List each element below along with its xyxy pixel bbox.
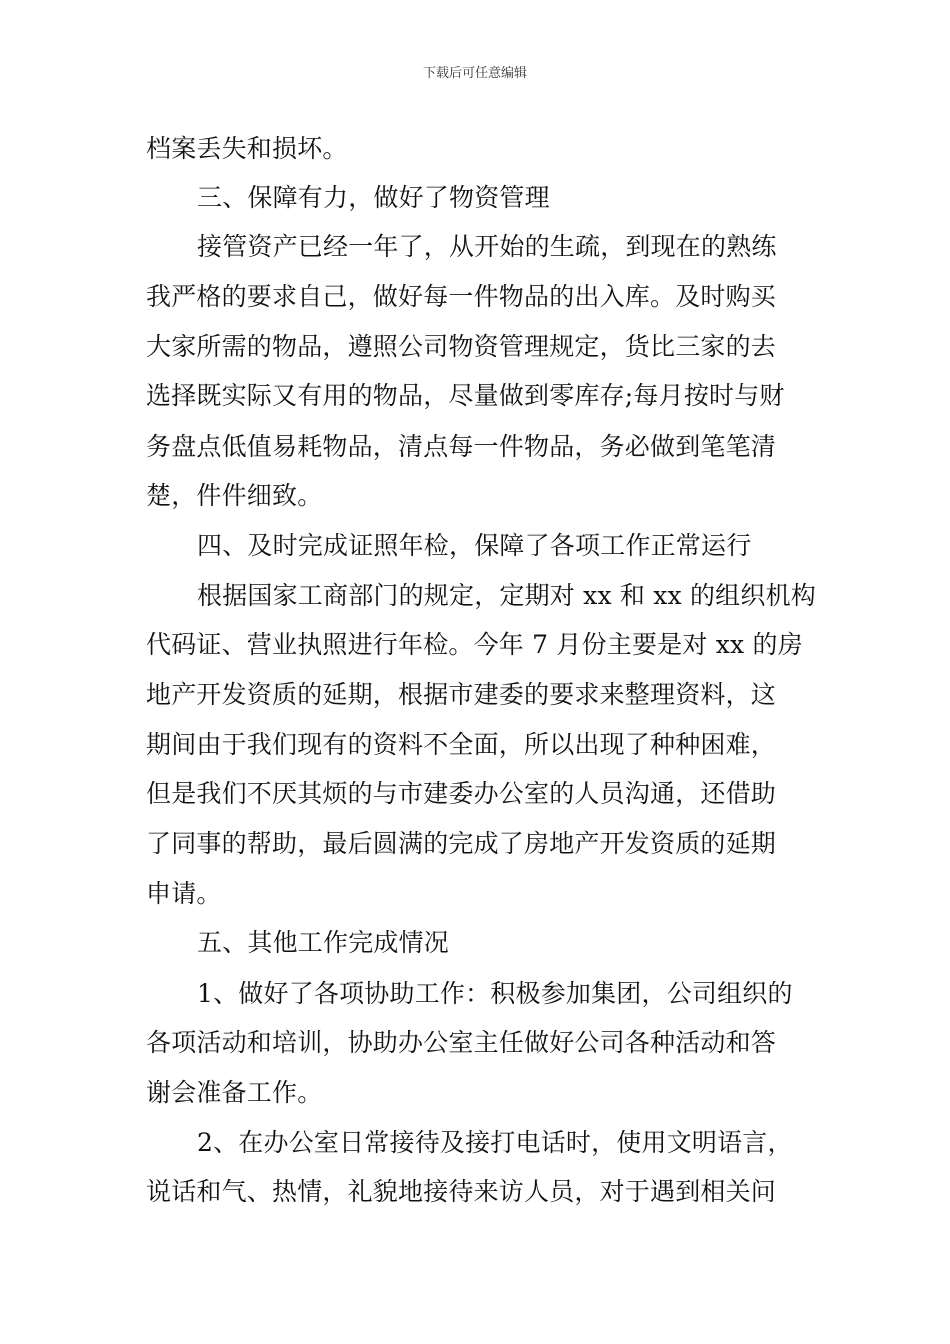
text-line: 接管资产已经一年了，从开始的生疏，到现在的熟练 xyxy=(197,232,777,261)
text-line: 地产开发资质的延期，根据市建委的要求来整理资料，这 xyxy=(146,680,777,709)
text-line: 选择既实际又有用的物品，尽量做到零库存;每月按时与财 xyxy=(146,381,785,410)
text-line: 楚，件件细致。 xyxy=(146,481,323,510)
text-line: 但是我们不厌其烦的与市建委办公室的人员沟通，还借助 xyxy=(146,779,777,808)
text-line: 2、在办公室日常接待及接打电话时，使用文明语言， xyxy=(197,1128,793,1157)
text-line: 档案丢失和损坏。 xyxy=(146,134,348,163)
text-line: 说话和气、热情，礼貌地接待来访人员，对于遇到相关问 xyxy=(146,1177,777,1206)
text-line: 务盘点低值易耗物品，清点每一件物品，务必做到笔笔清 xyxy=(146,432,777,461)
text-line: 代码证、营业执照进行年检。今年 7 月份主要是对 xx 的房 xyxy=(146,630,803,659)
text-line: 我严格的要求自己，做好每一件物品的出入库。及时购买 xyxy=(146,282,777,311)
text-line: 1、做好了各项协助工作：积极参加集团，公司组织的 xyxy=(197,979,793,1008)
page-header: 下载后可任意编辑 xyxy=(422,66,527,81)
text-line: 申请。 xyxy=(146,879,222,908)
text-line: 谢会准备工作。 xyxy=(146,1078,323,1107)
text-line: 期间由于我们现有的资料不全面，所以出现了种种困难， xyxy=(146,730,777,759)
text-line: 各项活动和培训，协助办公室主任做好公司各种活动和答 xyxy=(146,1028,777,1057)
text-line: 根据国家工商部门的规定，定期对 xx 和 xx 的组织机构 xyxy=(197,581,816,610)
section-heading: 五、其他工作完成情况 xyxy=(197,928,450,957)
text-line: 了同事的帮助，最后圆满的完成了房地产开发资质的延期 xyxy=(146,829,777,858)
section-heading: 三、保障有力，做好了物资管理 xyxy=(197,183,550,212)
text-line: 大家所需的物品，遵照公司物资管理规定，货比三家的去 xyxy=(146,332,777,361)
section-heading: 四、及时完成证照年检，保障了各项工作正常运行 xyxy=(197,531,752,560)
